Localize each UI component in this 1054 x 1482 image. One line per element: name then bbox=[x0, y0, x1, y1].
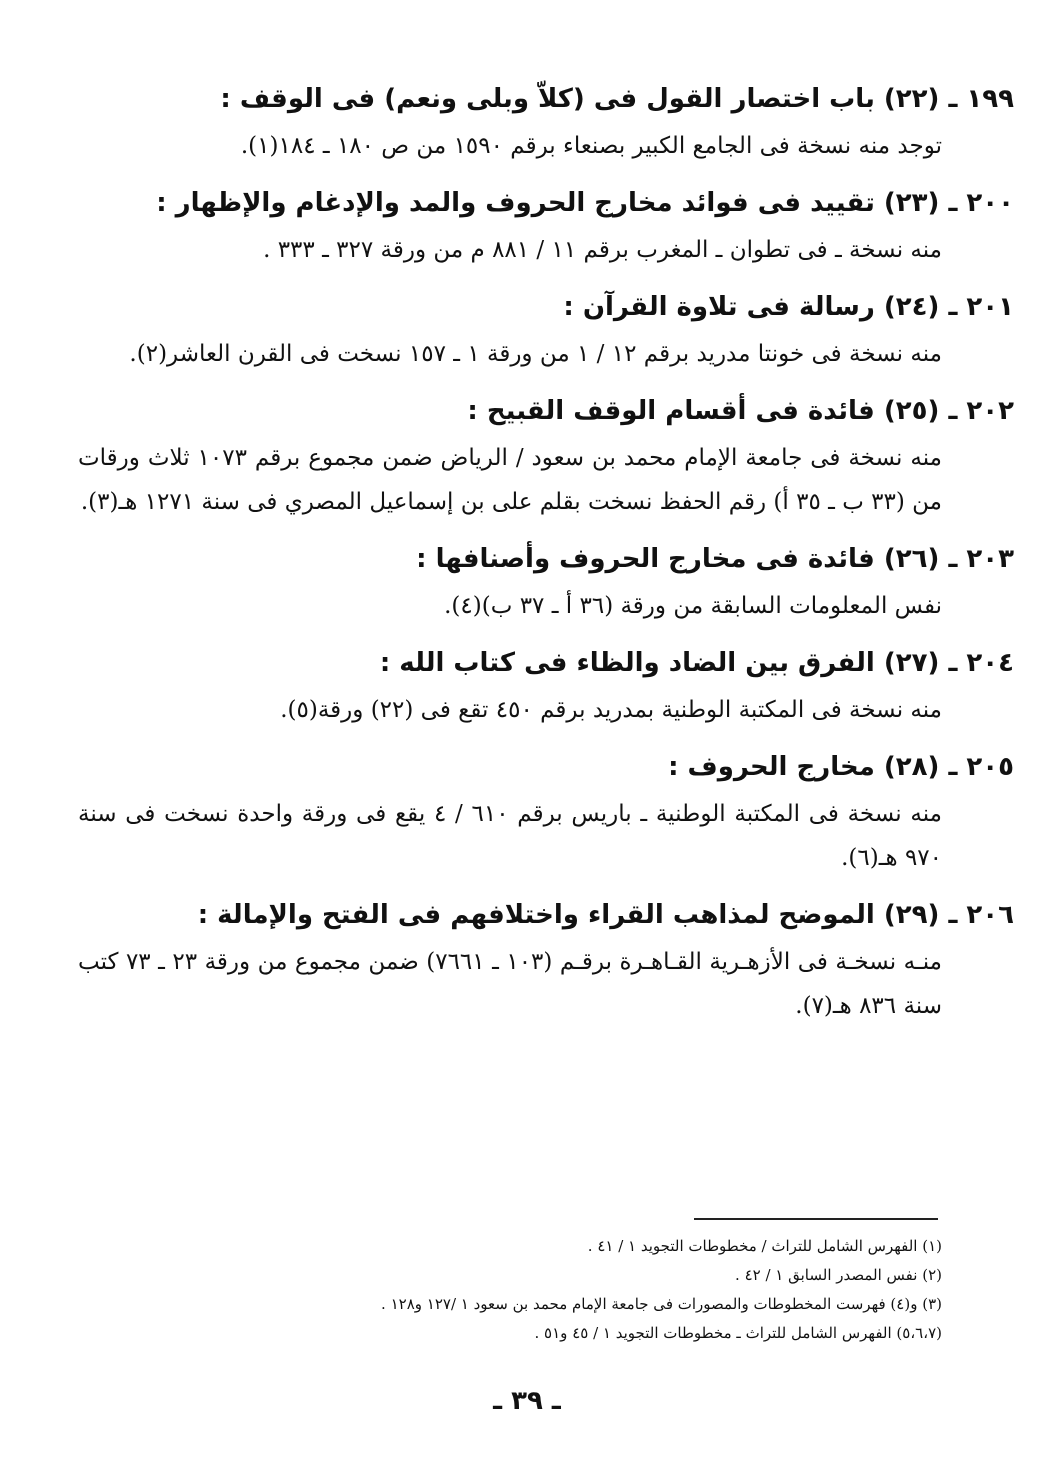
entry-body: منـه نسخـة فى الأزهـرية القـاهـرة برقـم (١٠٣ ـ ٧٦٦١) ضمن مجموع من ورقة ٢٣ ـ ٧٣ كتب سنة ٨٣٦ هـ(٧). bbox=[78, 949, 942, 1019]
footnote-5-6-7: (٥،٦،٧) الفهرس الشامل للتراث ـ مخطوطات التجويد ١ / ٤٥ و٥١ . bbox=[534, 1324, 942, 1342]
footnote-1: (١) الفهرس الشامل للتراث / مخطوطات التجويد ١ / ٤١ . bbox=[587, 1237, 942, 1255]
entry-body: نفس المعلومات السابقة من ورقة (٣٦ أ ـ ٣٧ ب)(٤). bbox=[444, 593, 942, 619]
entry-204 bbox=[78, 638, 1014, 732]
footnote-divider bbox=[694, 1218, 938, 1220]
entry-heading: ٢٠١ ـ (٢٤) رسالة فى تلاوة القرآن : bbox=[563, 292, 1014, 322]
entry-heading: ٢٠٢ ـ (٢٥) فائدة فى أقسام الوقف القبيح : bbox=[467, 396, 1014, 426]
entry-body: توجد منه نسخة فى الجامع الكبير بصنعاء برقم ١٥٩٠ من ص ١٨٠ ـ ١٨٤(١). bbox=[240, 133, 942, 159]
footnote-3-4: (٣) و(٤) فهرست المخطوطات والمصورات فى جامعة الإمام محمد بن سعود ١ /١٢٧ و١٢٨ . bbox=[381, 1295, 942, 1313]
entry-202 bbox=[78, 386, 1014, 524]
entry-199 bbox=[78, 74, 1014, 168]
entry-heading: ٢٠٦ ـ (٢٩) الموضح لمذاهب القراء واختلافهم فى الفتح والإمالة : bbox=[197, 900, 1014, 930]
entry-heading: ١٩٩ ـ (٢٢) باب اختصار القول فى (كلاّ وبلى ونعم) فى الوقف : bbox=[220, 84, 1014, 114]
entry-200 bbox=[78, 178, 1014, 272]
entry-205 bbox=[78, 742, 1014, 880]
entries-list bbox=[78, 74, 1014, 1028]
entry-body: منه نسخة فى المكتبة الوطنية بمدريد برقم ٤٥٠ تقع فى (٢٢) ورقة(٥). bbox=[280, 697, 942, 723]
entry-203 bbox=[78, 534, 1014, 628]
footnote-2: (٢) نفس المصدر السابق ١ / ٤٢ . bbox=[735, 1266, 942, 1284]
entry-body: منه نسخة فى جامعة الإمام محمد بن سعود / الرياض ضمن مجموع برقم ١٠٧٣ ثلاث ورقات من (٣٣ ب ـ ٣٥ أ) رقم الحفظ نسخت بقلم على بن إسماعيل المصري فى سنة ١٢٧١ هـ(٣). bbox=[78, 445, 942, 515]
entry-206 bbox=[78, 890, 1014, 1028]
entry-heading: ٢٠٣ ـ (٢٦) فائدة فى مخارج الحروف وأصنافها : bbox=[416, 544, 1014, 574]
entry-body: منه نسخة فى خونتا مدريد برقم ١٢ / ١ من ورقة ١ ـ ١٥٧ نسخت فى القرن العاشر(٢). bbox=[129, 341, 942, 367]
entry-heading: ٢٠٠ ـ (٢٣) تقييد فى فوائد مخارج الحروف والمد والإدغام والإظهار : bbox=[156, 188, 1014, 218]
entry-heading: ٢٠٥ ـ (٢٨) مخارج الحروف : bbox=[668, 752, 1014, 782]
entry-heading: ٢٠٤ ـ (٢٧) الفرق بين الضاد والظاء فى كتاب الله : bbox=[379, 648, 1014, 678]
page-number: ـ ٣٩ ـ bbox=[493, 1386, 561, 1416]
footnotes bbox=[82, 1232, 942, 1348]
entry-body: منه نسخة ـ فى تطوان ـ المغرب برقم ١١ / ٨٨١ م من ورقة ٣٢٧ ـ ٣٣٣ . bbox=[263, 237, 942, 263]
entry-body: منه نسخة فى المكتبة الوطنية ـ باريس برقم ٦١٠ / ٤ يقع فى ورقة واحدة نسخت فى سنة ٩٧٠ هـ(٦). bbox=[78, 801, 942, 871]
entry-201 bbox=[78, 282, 1014, 376]
